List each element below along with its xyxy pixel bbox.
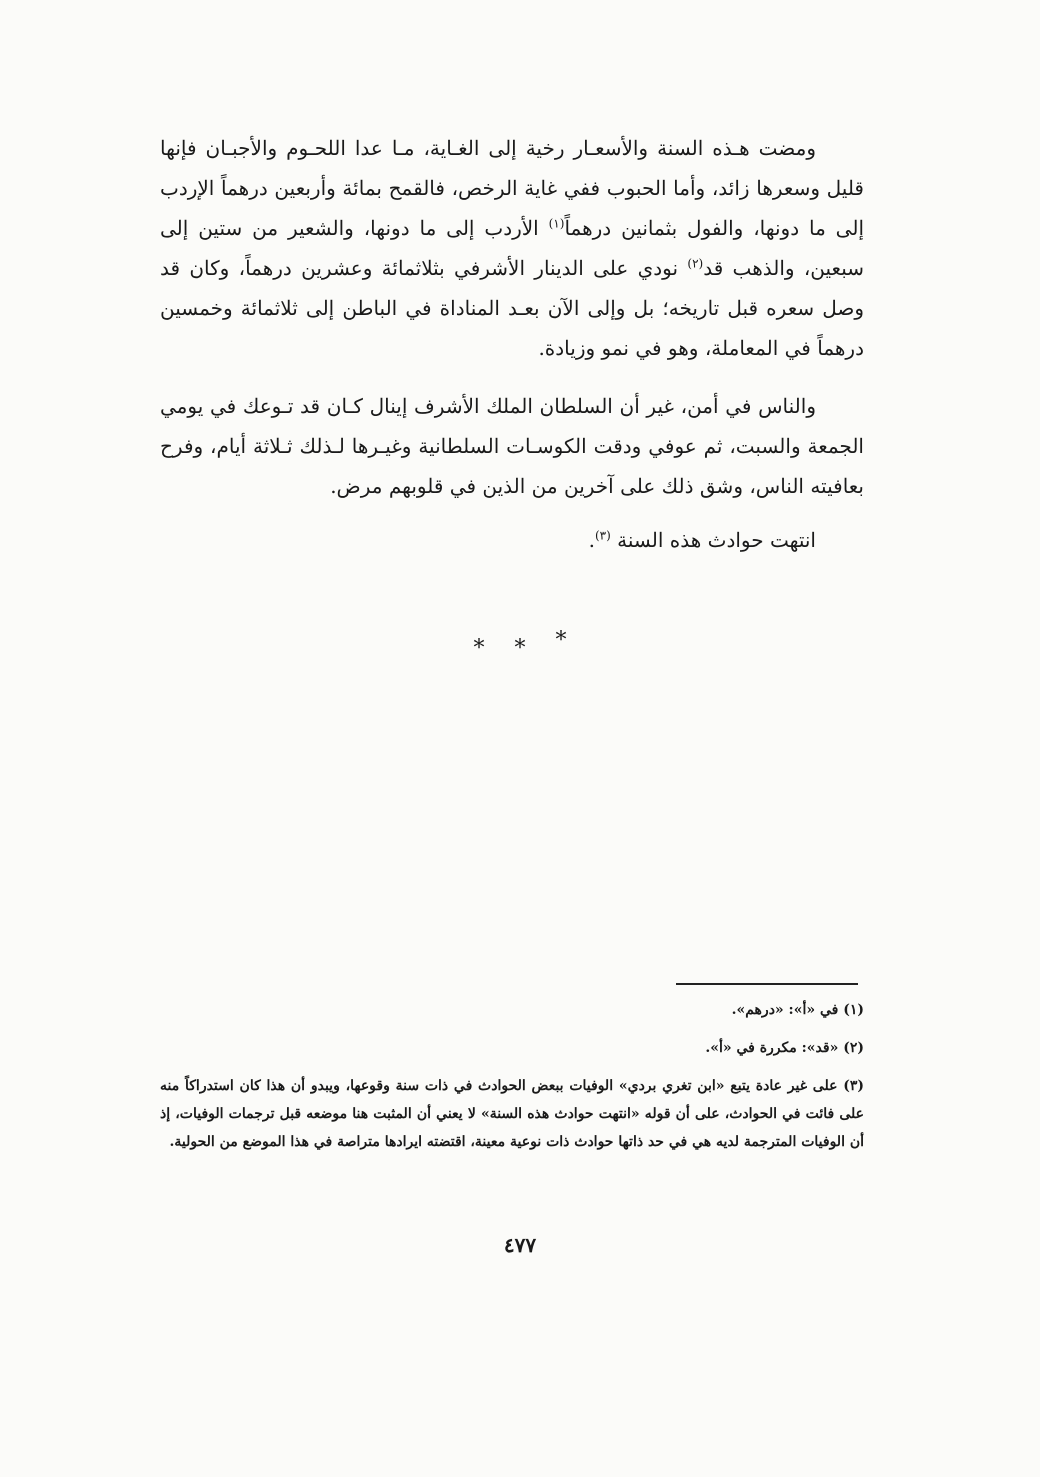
paragraph-prices (160, 128, 864, 368)
paragraph-end (160, 520, 864, 560)
footnote-ref-3: (٣) (594, 528, 611, 543)
paragraph-prices-text-b: الأردب إلى ما دونها، والشعير من ستين إلى سبعين، والذهب قد (160, 216, 864, 280)
footnote-divider (676, 983, 858, 985)
paragraph-end-text: انتهت حوادث هذه السنة (617, 528, 816, 552)
asterisk-ornament-icon: * (555, 628, 567, 653)
footnote-1: (١) في «أ»: «درهم». (731, 1002, 864, 1018)
paragraph-prices-text-c: نودي على الدينار الأشرفي بثلاثمائة وعشرين درهماً، وكان قد وصل سعره قبل تاريخه؛ بل وإلى الآن بعـد المناداة في الباطن إلى ثلاثمائة وخمسين درهماً في المعاملة، وهو في نمو وزيادة. (160, 256, 864, 360)
paragraph-prices-text-a: ومضت هـذه السنة والأسعـار رخية إلى الغـاية، مـا عدا اللحـوم والأجبـان فإنها قليل وسعرها زائد، وأما الحبوب ففي غاية الرخص، فالقمح بمائة وأربعين درهماً الإردب إلى ما دونها، والفول بثمانين درهماً (160, 136, 865, 240)
paragraph-sultan: والناس في أمن، غير أن السلطان الملك الأشرف إينال كـان قد تـوعك في يومي الجمعة والسبت، ثم عوفي ودقت الكوسـات السلطانية وغيـرها لـذلك ثـلاثة أيام، وفرح بعافيته الناس، وشق ذلك على آخرين من الذين في قلوبهم مرض. (160, 394, 864, 498)
footnote-ref-1: (١) (548, 216, 565, 231)
footnote-3: (٣) على غير عادة يتبع «ابن تغري بردي» الوفيات ببعض الحوادث في ذات سنة وقوعها، ويبدو أن هذا كان استدراكاً منه على فائت في الحوادث، على أن قوله «انتهت حوادث هذه السنة» لا يعني أن المثبت هنا موضعه قبل ترجمات الوفيات، إذ أن الوفيات المترجمة لديه هي في حد ذاتها حوادث ذات نوعية معينة، اقتضته ايرادها متراصة في هذا الموضع من الحولية. (160, 1078, 864, 1150)
paragraph-end-period: . (588, 528, 595, 552)
footnotes (160, 996, 864, 1166)
section-ornament (420, 628, 620, 668)
asterisk-ornament-icon: * (514, 636, 526, 661)
page-number: ٤٧٧ (503, 1233, 537, 1257)
asterisk-ornament-icon: * (473, 636, 485, 661)
footnote-ref-2: (٢) (687, 256, 704, 271)
footnote-2: (٢) «قد»: مكررة في «أ». (705, 1040, 864, 1056)
